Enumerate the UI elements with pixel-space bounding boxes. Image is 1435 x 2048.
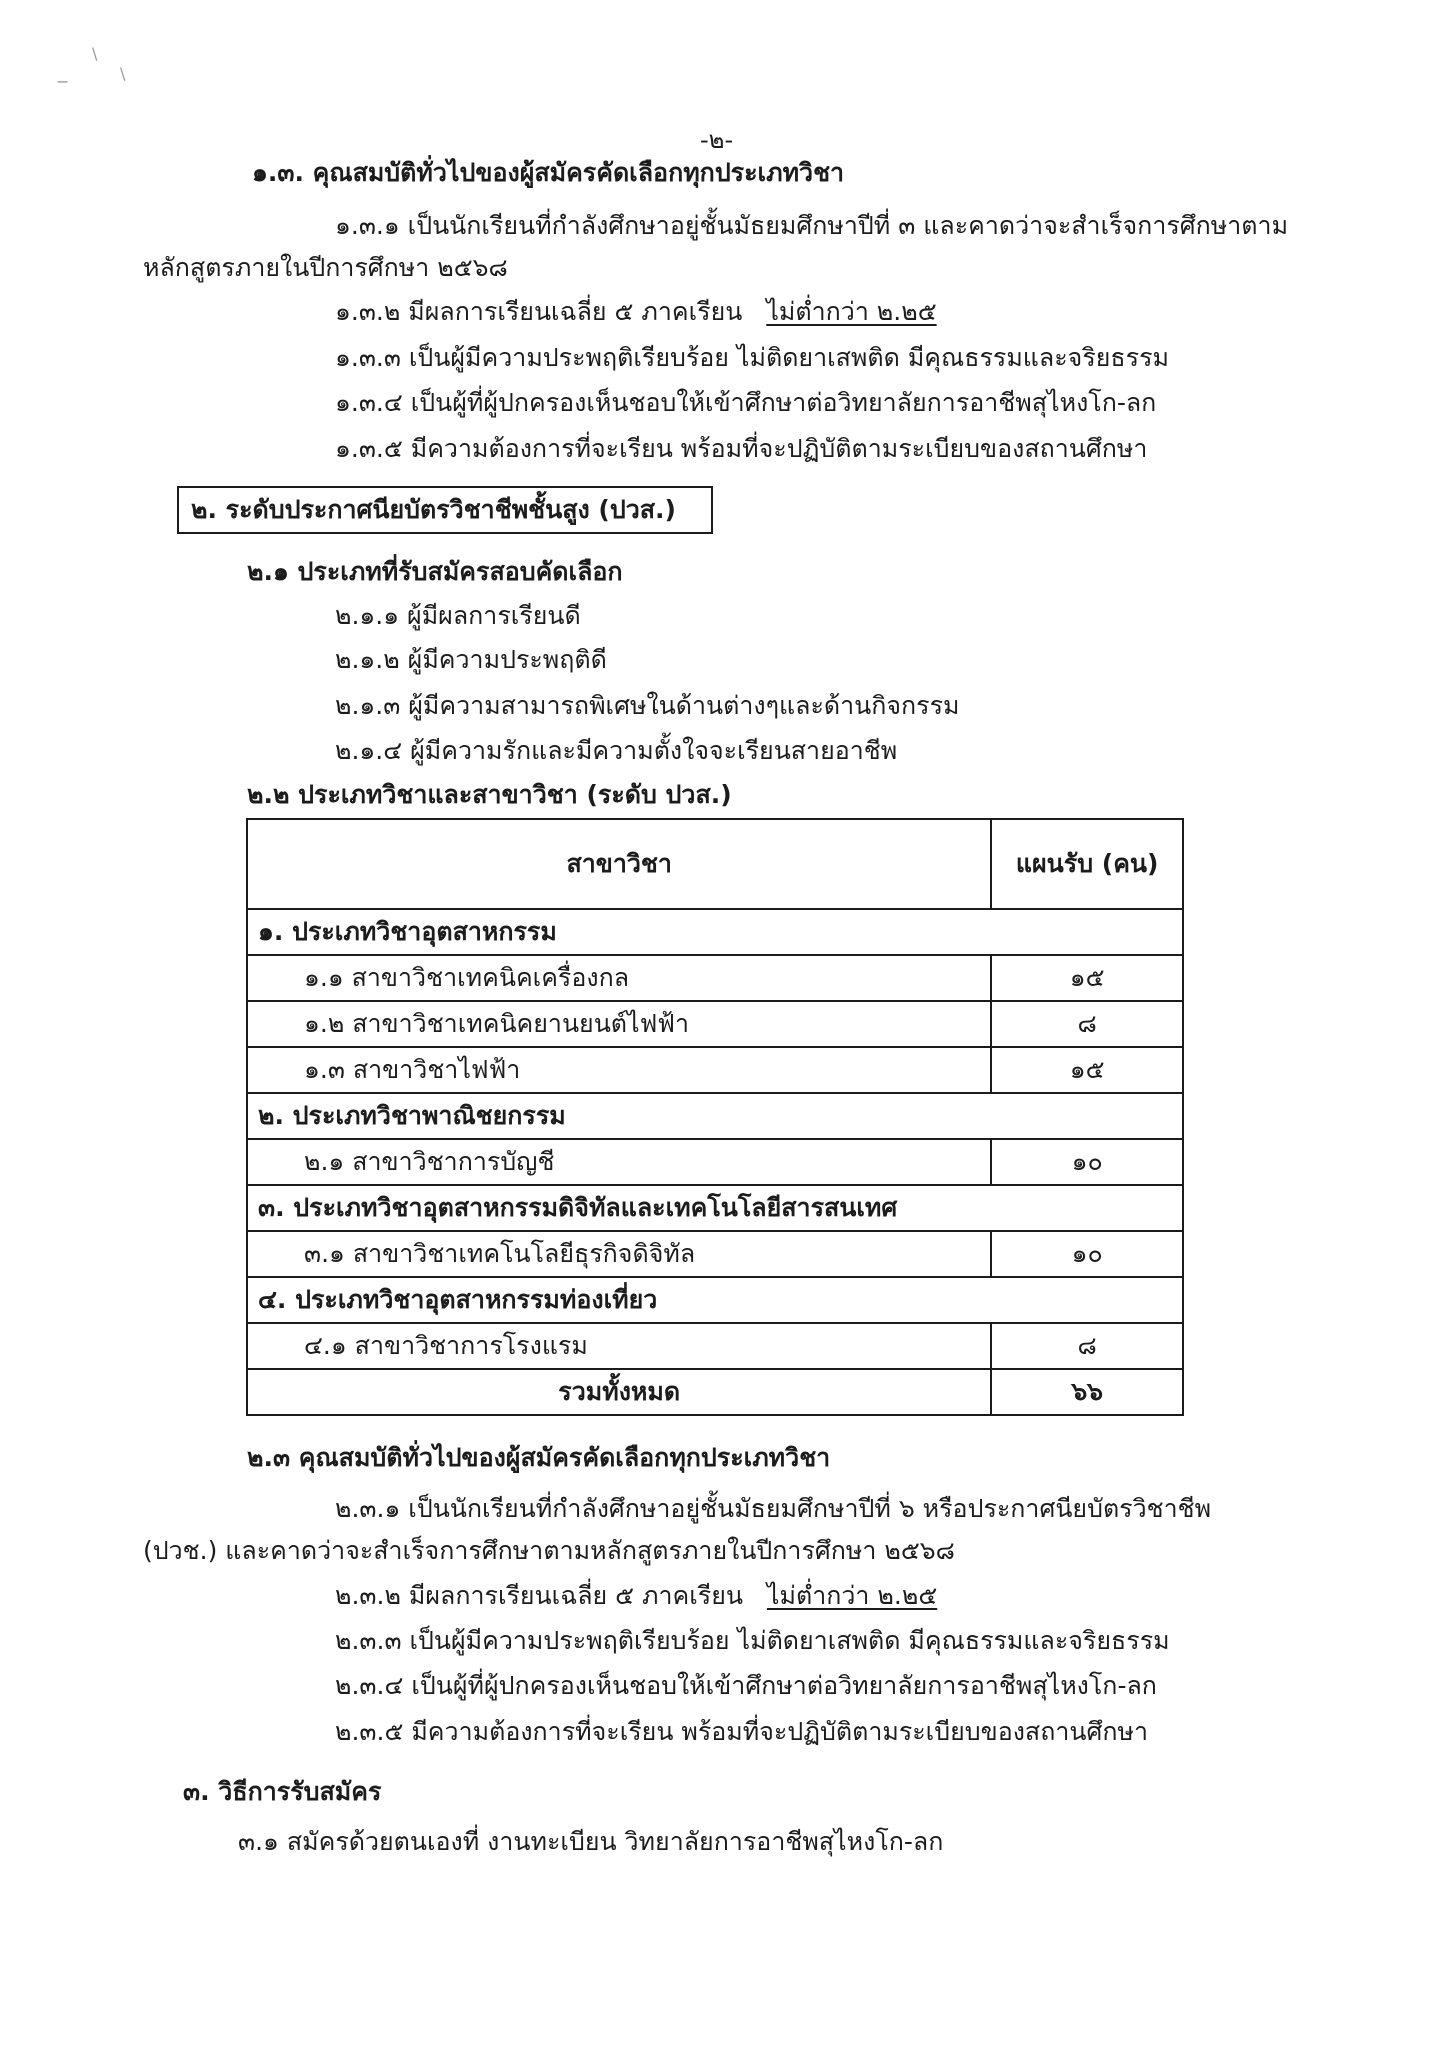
item-1-3-4: ๑.๓.๔ เป็นผู้ที่ผู้ปกครองเห็นชอบให้เข้าศึกษาต่อวิทยาลัยการอาชีพสุไหงโก-ลก xyxy=(335,388,1157,417)
item-2-1-4: ๒.๑.๔ ผู้มีความรักและมีความตั้งใจจะเรียนสายอาชีพ xyxy=(335,736,898,765)
item-1-3-3: ๑.๓.๓ เป็นผู้มีความประพฤติเรียบร้อย ไม่ติดยาเสพติด มีคุณธรรมและจริยธรรม xyxy=(335,343,1169,372)
item-2-1-3: ๒.๑.๓ ผู้มีความสามารถพิเศษในด้านต่างๆและด้านกิจกรรม xyxy=(335,691,960,720)
col-major-header: สาขาวิชา xyxy=(247,819,991,909)
gpa-min-1: ไม่ต่ำกว่า ๒.๒๕ xyxy=(766,297,937,326)
programs-table xyxy=(246,818,1184,1416)
category-name: ๓. ประเภทวิชาอุตสาหกรรมดิจิทัลและเทคโนโลยีสารสนเทศ xyxy=(247,1185,1183,1231)
table-row xyxy=(247,1323,1183,1369)
page-number: -๒- xyxy=(700,126,734,154)
item-2-1-1: ๒.๑.๑ ผู้มีผลการเรียนดี xyxy=(335,601,581,630)
category-row xyxy=(247,909,1183,955)
total-row xyxy=(247,1369,1183,1415)
major-name: ๑.๒ สาขาวิชาเทคนิคยานยนต์ไฟฟ้า xyxy=(247,1001,991,1047)
section-3-heading: ๓. วิธีการรับสมัคร xyxy=(183,1777,382,1806)
total-value: ๖๖ xyxy=(991,1369,1183,1415)
item-2-3-4: ๒.๓.๔ เป็นผู้ที่ผู้ปกครองเห็นชอบให้เข้าศึกษาต่อวิทยาลัยการอาชีพสุไหงโก-ลก xyxy=(335,1671,1157,1700)
major-quota: ๘ xyxy=(991,1001,1183,1047)
item-2-1-2: ๒.๑.๒ ผู้มีความประพฤติดี xyxy=(335,645,607,674)
total-label: รวมทั้งหมด xyxy=(247,1369,991,1415)
col-quota-header: แผนรับ (คน) xyxy=(991,819,1183,909)
item-2-3-5: ๒.๓.๕ มีความต้องการที่จะเรียน พร้อมที่จะปฏิบัติตามระเบียบของสถานศึกษา xyxy=(335,1717,1148,1746)
category-row xyxy=(247,1093,1183,1139)
table-row xyxy=(247,955,1183,1001)
table-header-row xyxy=(247,819,1183,909)
item-2-3-2 xyxy=(335,1580,937,1612)
item-1-3-1-cont: หลักสูตรภายในปีการศึกษา ๒๕๖๘ xyxy=(143,253,508,282)
major-quota: ๑๕ xyxy=(991,955,1183,1001)
gpa-min-2: ไม่ต่ำกว่า ๒.๒๕ xyxy=(766,1581,938,1610)
item-2-3-1: ๒.๓.๑ เป็นนักเรียนที่กำลังศึกษาอยู่ชั้นมัธยมศึกษาปีที่ ๖ หรือประกาศนียบัตรวิชาชีพ xyxy=(335,1494,1212,1523)
scan-mark: − xyxy=(56,72,70,91)
section-2-heading-box: ๒. ระดับประกาศนียบัตรวิชาชีพชั้นสูง (ปวส.) xyxy=(177,486,713,534)
item-1-3-1: ๑.๓.๑ เป็นนักเรียนที่กำลังศึกษาอยู่ชั้นมัธยมศึกษาปีที่ ๓ และคาดว่าจะสำเร็จการศึกษาตาม xyxy=(335,211,1289,240)
item-1-3-5: ๑.๓.๕ มีความต้องการที่จะเรียน พร้อมที่จะปฏิบัติตามระเบียบของสถานศึกษา xyxy=(335,434,1148,463)
item-2-3-1-cont: (ปวช.) และคาดว่าจะสำเร็จการศึกษาตามหลักสูตรภายในปีการศึกษา ๒๕๖๘ xyxy=(143,1536,955,1565)
scan-mark: \ xyxy=(92,44,98,63)
major-name: ๔.๑ สาขาวิชาการโรงแรม xyxy=(247,1323,991,1369)
major-quota: ๘ xyxy=(991,1323,1183,1369)
major-name: ๓.๑ สาขาวิชาเทคโนโลยีธุรกิจดิจิทัล xyxy=(247,1231,991,1277)
category-name: ๔. ประเภทวิชาอุตสาหกรรมท่องเที่ยว xyxy=(247,1277,1183,1323)
major-name: ๑.๓ สาขาวิชาไฟฟ้า xyxy=(247,1047,991,1093)
section-2-3-heading: ๒.๓ คุณสมบัติทั่วไปของผู้สมัครคัดเลือกทุกประเภทวิชา xyxy=(247,1443,831,1472)
category-name: ๒. ประเภทวิชาพาณิชยกรรม xyxy=(247,1093,1183,1139)
major-quota: ๑๐ xyxy=(991,1231,1183,1277)
category-row xyxy=(247,1185,1183,1231)
major-quota: ๑๕ xyxy=(991,1047,1183,1093)
item-1-3-2-text: ๑.๓.๒ มีผลการเรียนเฉลี่ย ๕ ภาคเรียน xyxy=(335,297,743,326)
category-name: ๑. ประเภทวิชาอุตสาหกรรม xyxy=(247,909,1183,955)
section-2-2-heading: ๒.๒ ประเภทวิชาและสาขาวิชา (ระดับ ปวส.) xyxy=(247,780,732,809)
section-2-1-heading: ๒.๑ ประเภทที่รับสมัครสอบคัดเลือก xyxy=(247,557,623,586)
item-2-3-3: ๒.๓.๓ เป็นผู้มีความประพฤติเรียบร้อย ไม่ติดยาเสพติด มีคุณธรรมและจริยธรรม xyxy=(335,1626,1170,1655)
major-name: ๒.๑ สาขาวิชาการบัญชี xyxy=(247,1139,991,1185)
major-quota: ๑๐ xyxy=(991,1139,1183,1185)
category-row xyxy=(247,1277,1183,1323)
table-row xyxy=(247,1001,1183,1047)
scan-mark: \ xyxy=(120,64,126,83)
item-2-3-2-text: ๒.๓.๒ มีผลการเรียนเฉลี่ย ๕ ภาคเรียน xyxy=(335,1581,743,1610)
item-3-1: ๓.๑ สมัครด้วยตนเองที่ งานทะเบียน วิทยาลัยการอาชีพสุไหงโก-ลก xyxy=(238,1827,944,1856)
item-1-3-2 xyxy=(335,296,937,328)
table-row xyxy=(247,1047,1183,1093)
table-row xyxy=(247,1139,1183,1185)
major-name: ๑.๑ สาขาวิชาเทคนิคเครื่องกล xyxy=(247,955,991,1001)
section-1-3-heading: ๑.๓. คุณสมบัติทั่วไปของผู้สมัครคัดเลือกทุกประเภทวิชา xyxy=(252,158,845,187)
table-row xyxy=(247,1231,1183,1277)
